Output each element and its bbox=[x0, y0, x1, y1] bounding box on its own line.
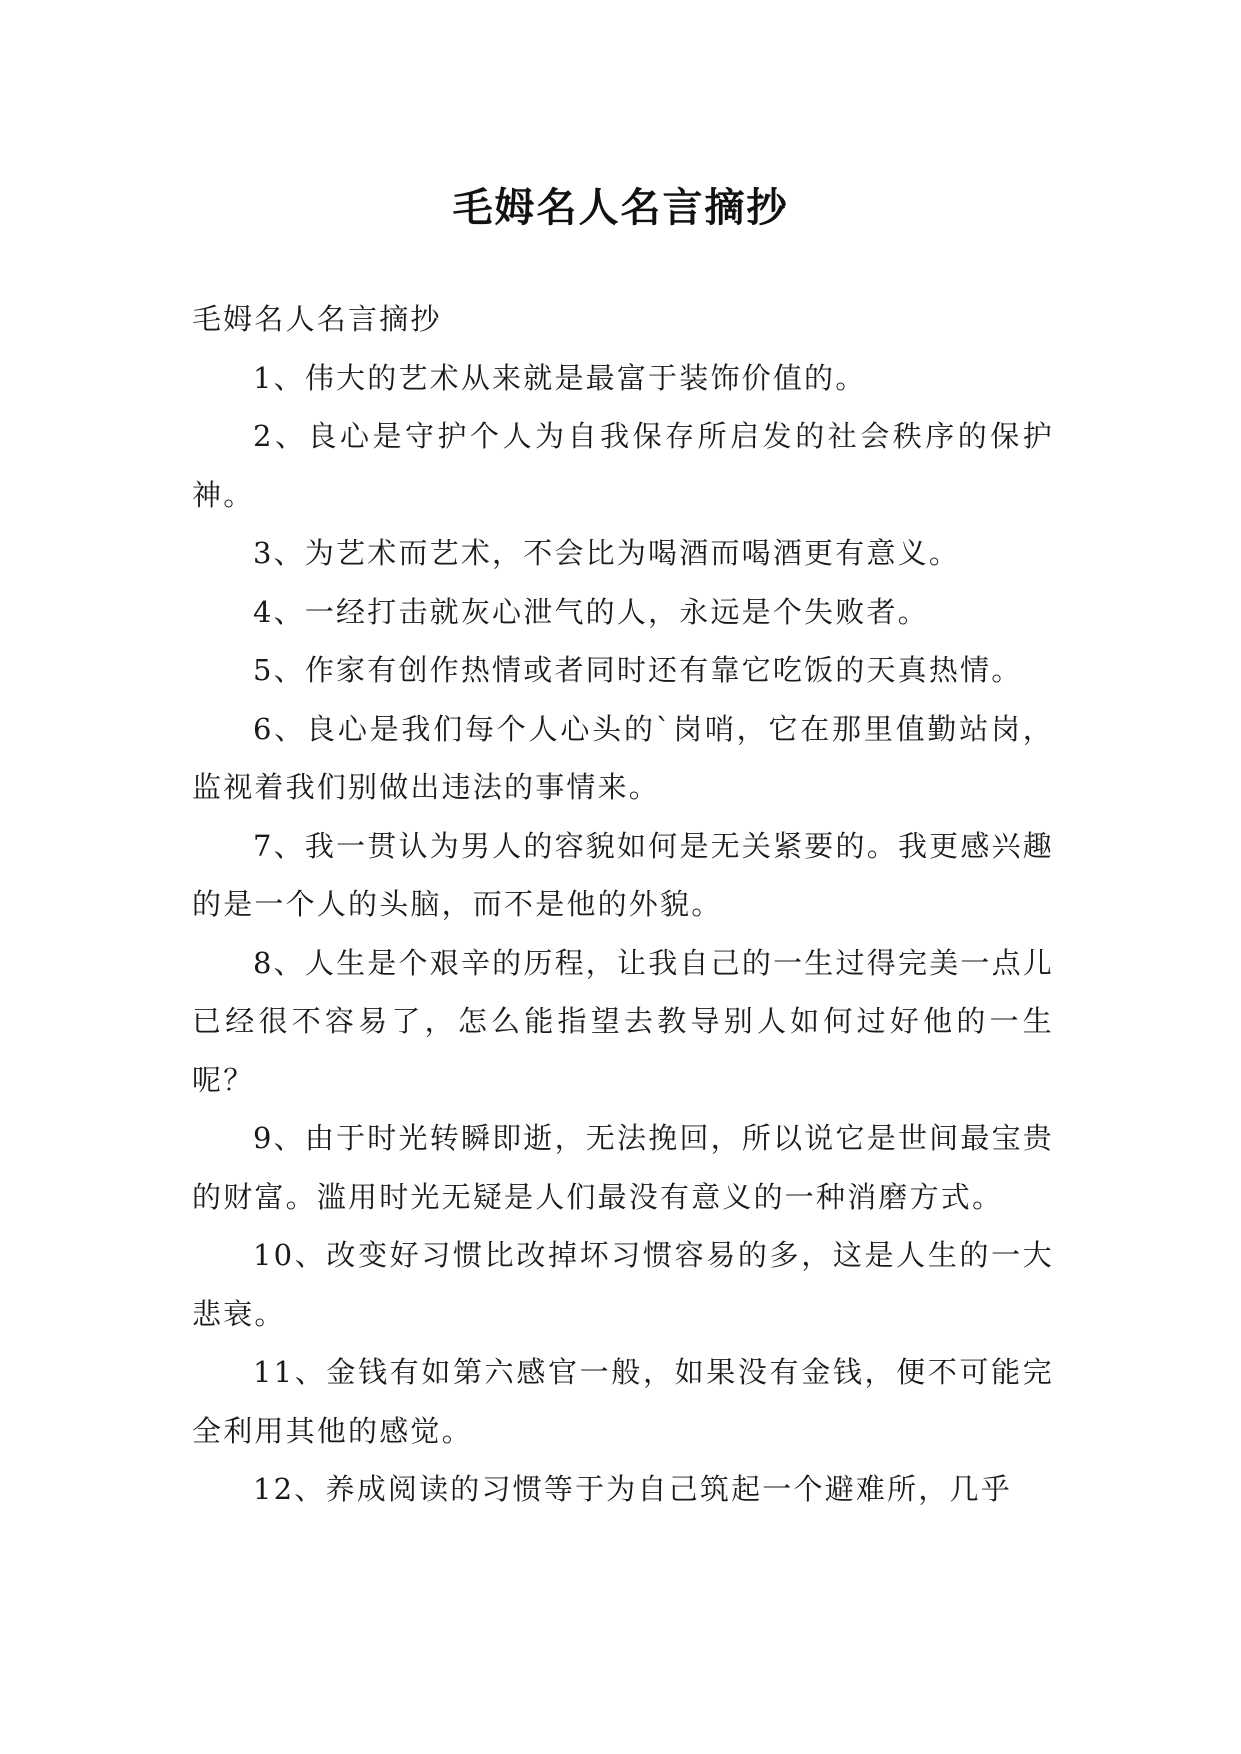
quote-paragraph-1: 1、伟大的艺术从来就是最富于装饰价值的。 bbox=[253, 360, 867, 395]
quote-paragraph-2: 2、良心是守护个人为自我保存所启发的社会秩序的保护神。 bbox=[192, 419, 1054, 512]
quote-paragraph-5: 5、作家有创作热情或者同时还有靠它吃饭的天真热情。 bbox=[253, 653, 1023, 687]
quote-paragraph-6: 6、良心是我们每个人心头的`岗哨，它在那里值勤站岗，监视着我们别做出违法的事情来。 bbox=[192, 711, 1054, 804]
document-subtitle: 毛姆名人名言摘抄 bbox=[192, 302, 442, 336]
quote-paragraph-10: 10、改变好习惯比改掉坏习惯容易的多，这是人生的一大悲衰。 bbox=[192, 1238, 1054, 1331]
quote-paragraph-3: 3、为艺术而艺术，不会比为喝酒而喝酒更有意义。 bbox=[253, 536, 961, 570]
quote-paragraph-4: 4、一经打击就灰心泄气的人，永远是个失败者。 bbox=[253, 594, 929, 629]
document-body bbox=[192, 290, 1054, 1519]
quote-paragraph-12: 12、养成阅读的习惯等于为自己筑起一个避难所，几乎 bbox=[253, 1472, 1012, 1506]
quote-paragraph-7: 7、我一贯认为男人的容貌如何是无关紧要的。我更感兴趣的是一个人的头脑，而不是他的外貌。 bbox=[192, 828, 1054, 921]
quote-paragraph-9: 9、由于时光转瞬即逝，无法挽回，所以说它是世间最宝贵的财富。滥用时光无疑是人们最没有意义的一种消磨方式。 bbox=[192, 1121, 1054, 1214]
quote-paragraph-11: 11、金钱有如第六感官一般，如果没有金钱，便不可能完全利用其他的感觉。 bbox=[192, 1355, 1054, 1448]
quote-paragraph-8: 8、人生是个艰辛的历程，让我自己的一生过得完美一点儿已经很不容易了，怎么能指望去教导别人如何过好他的一生呢？ bbox=[192, 945, 1054, 1097]
document-title: 毛姆名人名言摘抄 bbox=[452, 184, 789, 231]
